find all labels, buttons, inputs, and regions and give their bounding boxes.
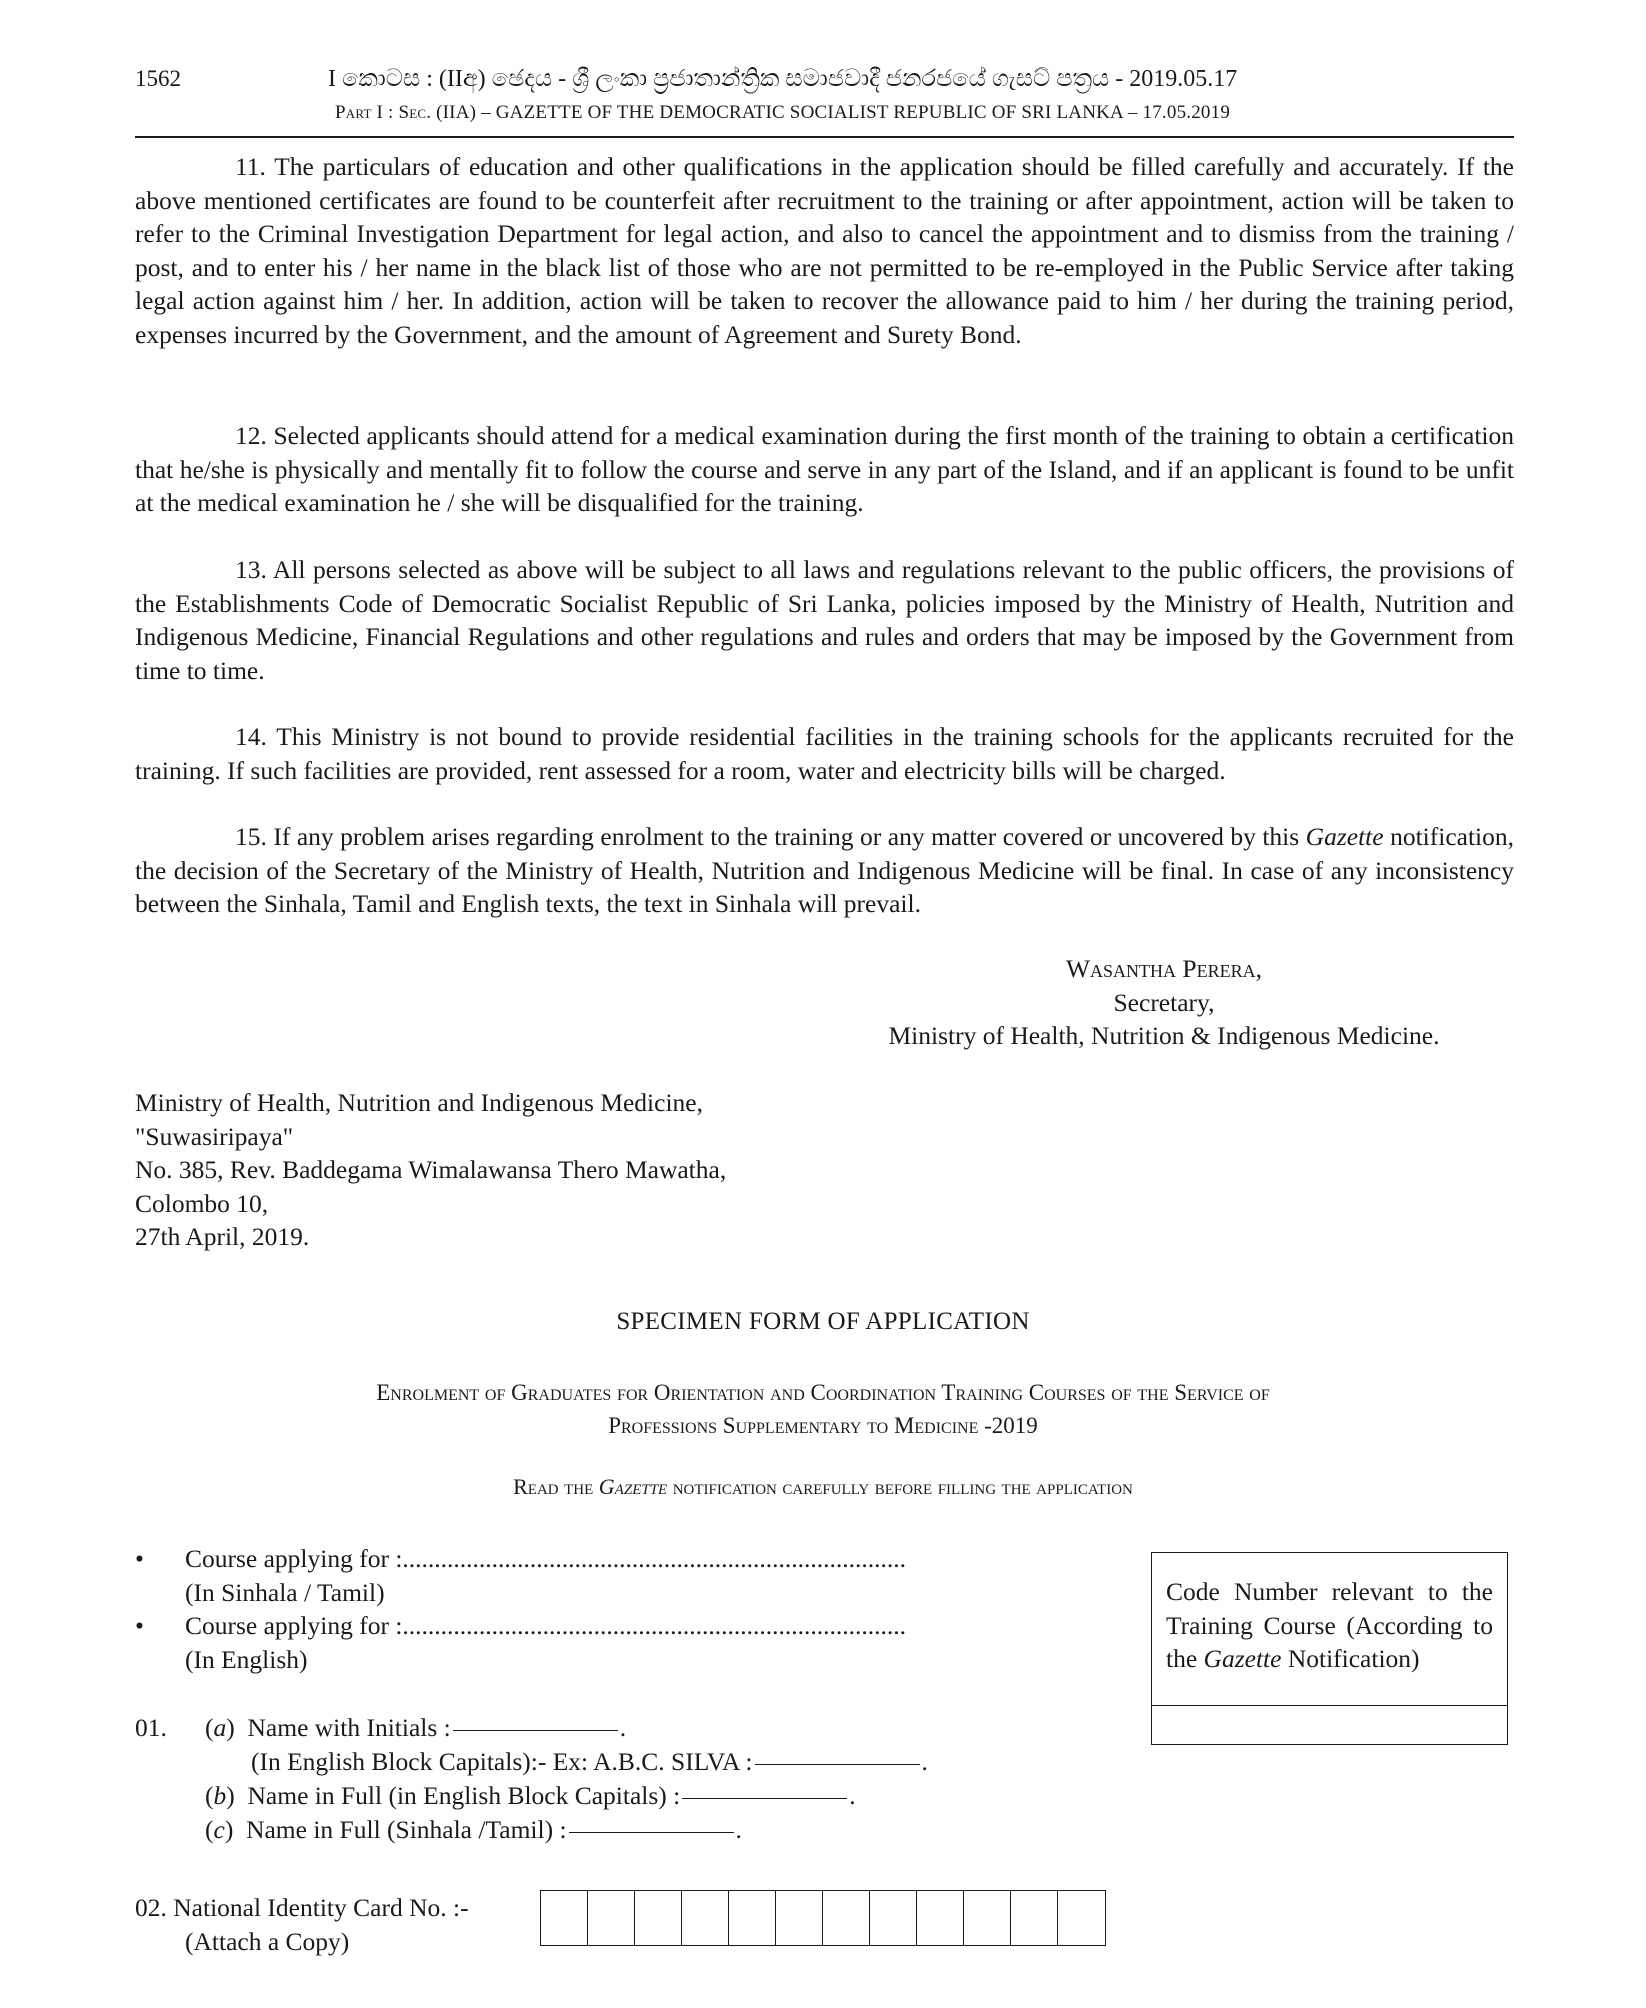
address-line: Ministry of Health, Nutrition and Indigenous Medicine, xyxy=(135,1088,703,1117)
paragraph-14-text: 14. This Ministry is not bound to provide residential facilities in the training schools for the applicants recruited for the training. If such facilities are provided, rent assessed for a room, water and electricity bills will be charged. xyxy=(135,722,1514,785)
course-field-note: (In Sinhala / Tamil) xyxy=(185,1577,385,1607)
nic-number-grid[interactable] xyxy=(540,1890,1106,1946)
paragraph-15 xyxy=(135,820,1514,921)
header-english: Part I : Sec. (IIA) – GAZETTE OF THE DEMOCRATIC SOCIALIST REPUBLIC OF SRI LANKA – 17.05.2019 xyxy=(335,102,1231,123)
address-line: No. 385, Rev. Baddegama Wimalawansa Thero Mawatha, xyxy=(135,1155,727,1185)
paragraph-11 xyxy=(135,150,1514,352)
course-english xyxy=(135,1609,906,1676)
paragraph-15-text xyxy=(135,820,1514,921)
q01a-note-text: (In English Block Capitals):- Ex: A.B.C. SILVA : xyxy=(251,1747,753,1776)
header-rule xyxy=(135,136,1514,138)
q01a: (a) Name with Initials : . xyxy=(205,1713,627,1742)
signatory-title: Secretary, xyxy=(1113,987,1215,1017)
paragraph-12-text: 12. Selected applicants should attend for a medical examination during the first month of the training to obtain a certification that he/she is physically and mentally fit to follow the course and serve in any part of the Island, and if an applicant is found to be unfit at the medical examination he / she will be disqualified for the training. xyxy=(135,421,1514,518)
course-sinhala-tamil xyxy=(135,1542,906,1609)
q01c: (c) Name in Full (Sinhala /Tamil) : . xyxy=(205,1815,742,1844)
signatory-ministry: Ministry of Health, Nutrition & Indigenous Medicine. xyxy=(888,1021,1440,1051)
code-number-text-part2: Notification) xyxy=(1287,1644,1420,1674)
nic-digit-cell[interactable] xyxy=(776,1891,823,1945)
q01c-label: Name in Full (Sinhala /Tamil) : xyxy=(246,1815,567,1844)
q01b-blank[interactable] xyxy=(682,1798,847,1799)
form-subtitle xyxy=(0,1376,1646,1442)
nic-digit-cell[interactable] xyxy=(917,1891,964,1945)
form-subtitle-line2: Professions Supplementary to Medicine -2019 xyxy=(608,1413,1038,1438)
code-number-text-part1: Code Number relevant to the Training Course (According to the xyxy=(1166,1577,1493,1674)
nic-digit-cell[interactable] xyxy=(729,1891,776,1945)
paragraph-13-text: 13. All persons selected as above will be subject to all laws and regulations relevant to the public officers, the provisions of the Establishments Code of Democratic Socialist Republic of Sri Lanka, policies imposed by the Ministry of Health, Nutrition and Indigenous Medicine, Financial Regulations and other regulations and rules and orders that may be imposed by the Government from time to time. xyxy=(135,555,1514,685)
course-field-note: (In English) xyxy=(185,1644,308,1674)
nic-digit-cell[interactable] xyxy=(588,1891,635,1945)
q01a-letter: a xyxy=(213,1713,227,1742)
page-number: 1562 xyxy=(135,66,181,91)
paragraph-13 xyxy=(135,553,1514,687)
q02-label: 02. National Identity Card No. :- xyxy=(135,1893,469,1922)
bullet-icon: • xyxy=(135,1544,144,1573)
q01a-note-blank[interactable] xyxy=(755,1764,920,1765)
paragraph-15-part1: 15. If any problem arises regarding enrolment to the training or any matter covered or uncovered by this xyxy=(235,822,1300,851)
code-number-gazette: Gazette xyxy=(1203,1644,1282,1674)
q01a-label: Name with Initials : xyxy=(247,1713,451,1742)
form-subtitle-line1: Enrolment of Graduates for Orientation and Coordination Training Courses of the Service of xyxy=(376,1380,1270,1405)
q01c-letter: c xyxy=(213,1815,225,1844)
nic-digit-cell[interactable] xyxy=(541,1891,588,1945)
paragraph-14 xyxy=(135,720,1514,787)
q01a-note: (In English Block Capitals):- Ex: A.B.C. SILVA : . xyxy=(251,1747,928,1776)
code-number-label xyxy=(1152,1553,1507,1706)
nic-digit-cell[interactable] xyxy=(870,1891,917,1945)
nic-digit-cell[interactable] xyxy=(635,1891,682,1945)
signature-block xyxy=(864,952,1464,1053)
form-title: SPECIMEN FORM OF APPLICATION xyxy=(616,1308,1030,1335)
form-instruction-gazette: Gazette xyxy=(598,1474,668,1499)
paragraph-12 xyxy=(135,419,1514,520)
form-instruction-part1: Read the xyxy=(513,1474,594,1499)
nic-digit-cell[interactable] xyxy=(823,1891,870,1945)
address-block xyxy=(135,1086,726,1254)
nic-digit-cell[interactable] xyxy=(682,1891,729,1945)
code-number-box xyxy=(1151,1552,1508,1745)
signatory-name: Wasantha Perera, xyxy=(1065,954,1262,983)
nic-digit-cell[interactable] xyxy=(1058,1891,1105,1945)
course-field-label[interactable]: Course applying for :............................................................................... xyxy=(185,1544,907,1573)
q01c-blank[interactable] xyxy=(569,1832,734,1833)
form-instruction-part2: notification carefully before filling the application xyxy=(672,1474,1133,1499)
q02-note: (Attach a Copy) xyxy=(185,1927,350,1956)
course-field-label[interactable]: Course applying for :............................................................................... xyxy=(185,1611,907,1640)
bullet-icon: • xyxy=(135,1611,144,1640)
address-line: "Suwasiripaya" xyxy=(135,1121,294,1151)
address-line: Colombo 10, xyxy=(135,1188,269,1218)
q01b-label: Name in Full (in English Block Capitals) : xyxy=(247,1781,681,1810)
paragraph-15-part2: notification, the decision of the Secretary of the Ministry of Health, Nutrition and Indigenous Medicine will be final. In case of any inconsistency between the Sinhala, Tamil and English texts, the text in Sinhala will prevail. xyxy=(135,822,1515,919)
q01-number: 01. xyxy=(135,1713,167,1742)
q01b-letter: b xyxy=(213,1781,227,1810)
q01b: (b) Name in Full (in English Block Capitals) : . xyxy=(205,1781,856,1810)
code-number-entry[interactable] xyxy=(1152,1706,1507,1766)
paragraph-11-text: 11. The particulars of education and other qualifications in the application should be filled carefully and accurately. If the above mentioned certificates are found to be counterfeit after recruitment to the training or after appointment, action will be taken to refer to the Criminal Investigation Department for legal action, and also to cancel the appointment and to dismiss from the training / post, and to enter his / her name in the black list of those who are not permitted to be re-employed in the Public Service after taking legal action against him / her. In addition, action will be taken to recover the allowance paid to him / her during the training period, expenses incurred by the Government, and the amount of Agreement and Surety Bond. xyxy=(135,152,1514,349)
form-instruction xyxy=(0,1474,1646,1500)
header-sinhala: I කොටස : (IIඅ) ඡෙදය - ශ්‍රී ලංකා ප්‍රජාතාන්ත්‍රික සමාජවාදී ජනරජයේ ගැසට් පත්‍රය - 2019.05.17 xyxy=(328,66,1238,92)
nic-digit-cell[interactable] xyxy=(1011,1891,1058,1945)
nic-digit-cell[interactable] xyxy=(964,1891,1011,1945)
address-date: 27th April, 2019. xyxy=(135,1222,310,1252)
q01a-blank[interactable] xyxy=(453,1730,618,1731)
paragraph-15-gazette: Gazette xyxy=(1305,822,1384,851)
